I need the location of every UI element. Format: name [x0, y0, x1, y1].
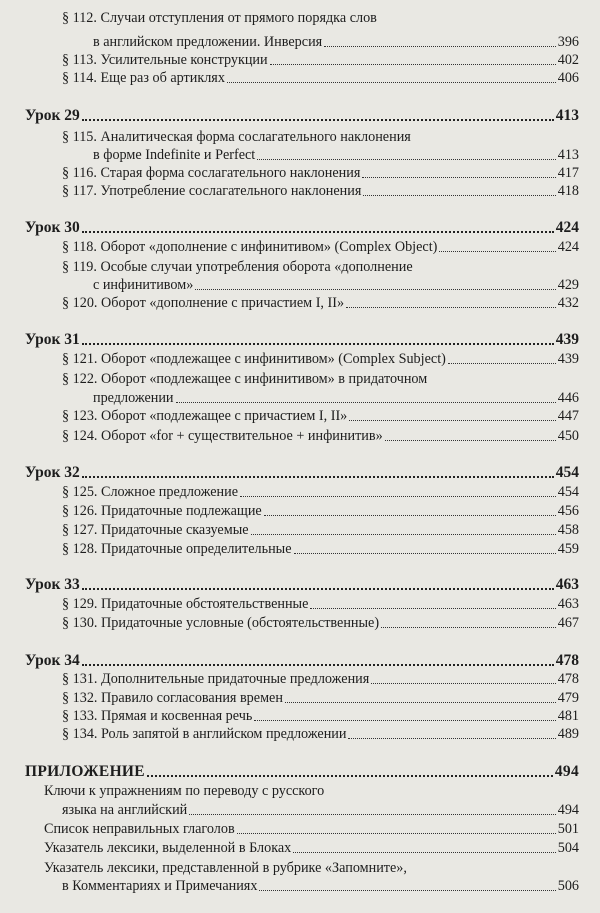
- section-number: § 124.: [62, 428, 98, 444]
- dot-leader: [363, 195, 555, 196]
- page-number: 458: [557, 522, 579, 538]
- dot-leader: [82, 476, 554, 478]
- toc-entry-132: [62, 689, 579, 707]
- section-title: Придаточные условные (обстоятельственные): [101, 615, 380, 631]
- entry-title-line1: Указатель лексики, представленной в рубрике «Запомните»,: [44, 860, 407, 876]
- toc-lesson-30: [25, 219, 579, 237]
- page-number: 413: [555, 107, 579, 124]
- dot-leader: [82, 119, 554, 121]
- dot-leader: [189, 814, 555, 815]
- toc-entry-127: [62, 521, 579, 539]
- dot-leader: [285, 702, 556, 703]
- section-number: § 126.: [62, 503, 98, 519]
- section-title-line1: Особые случаи употребления оборота «дополнение: [100, 259, 413, 275]
- section-title-line1: Аналитическая форма сослагательного наклонения: [100, 129, 411, 145]
- section-number: § 113.: [62, 52, 97, 68]
- dot-leader: [294, 553, 556, 554]
- section-number: § 131.: [62, 671, 98, 687]
- appendix-title: ПРИЛОЖЕНИЕ: [25, 763, 145, 780]
- page-number: 454: [557, 484, 579, 500]
- page-number: 463: [555, 576, 579, 593]
- lesson-title: Урок 29: [25, 107, 80, 124]
- page-number: 429: [557, 277, 579, 293]
- section-title: Придаточные обстоятельственные: [101, 596, 309, 612]
- section-number: § 121.: [62, 351, 98, 367]
- dot-leader: [82, 231, 554, 233]
- dot-leader: [147, 775, 553, 777]
- toc-appendix-vocab-remember-cont: [62, 877, 579, 895]
- toc-entry-125: [62, 483, 579, 501]
- toc-entry-133: [62, 707, 579, 725]
- page-number: 504: [557, 840, 579, 856]
- section-number: § 133.: [62, 708, 98, 724]
- section-title: Дополнительные придаточные предложения: [101, 671, 370, 687]
- page-number: 439: [555, 331, 579, 348]
- toc-entry-116: [62, 164, 579, 182]
- entry-title: Список неправильных глаголов: [44, 821, 235, 837]
- toc-entry-130: [62, 614, 579, 632]
- page-number: 478: [555, 652, 579, 669]
- toc-appendix-vocab-remember: [44, 859, 407, 877]
- dot-leader: [237, 833, 556, 834]
- section-title: Придаточные сказуемые: [101, 522, 249, 538]
- section-number: § 130.: [62, 615, 98, 631]
- dot-leader: [348, 738, 555, 739]
- lesson-title: Урок 33: [25, 576, 80, 593]
- section-title: Оборот «дополнение с причастием I, II»: [101, 295, 345, 311]
- toc-entry-120: [62, 294, 579, 312]
- dot-leader: [349, 420, 555, 421]
- page-number: 447: [557, 408, 579, 424]
- section-number: § 123.: [62, 408, 98, 424]
- toc-entry-114: [62, 69, 579, 87]
- dot-leader: [385, 440, 556, 441]
- lesson-title: Урок 32: [25, 464, 80, 481]
- section-title: Оборот «подлежащее с причастием I, II»: [101, 408, 348, 424]
- entry-title-line1: Ключи к упражнениям по переводу с русского: [44, 783, 325, 799]
- page-number: 439: [557, 351, 579, 367]
- page-number: 432: [557, 295, 579, 311]
- page-number: 494: [554, 763, 579, 780]
- toc-entry-119: [62, 258, 413, 276]
- page-number: 459: [557, 541, 579, 557]
- section-number: § 128.: [62, 541, 98, 557]
- dot-leader: [82, 343, 554, 345]
- section-number: § 112.: [62, 10, 97, 26]
- page-number: 417: [557, 165, 579, 181]
- page-number: 478: [557, 671, 579, 687]
- section-title: Оборот «дополнение с инфинитивом» (Complex Object): [100, 239, 438, 255]
- dot-leader: [310, 608, 555, 609]
- page-number: 479: [557, 690, 579, 706]
- section-title: Придаточные определительные: [101, 541, 292, 557]
- toc-entry-128: [62, 540, 579, 558]
- section-title: Оборот «подлежащее с инфинитивом» (Complex Subject): [101, 351, 446, 367]
- section-title-line2: предложении: [93, 390, 174, 406]
- toc-lesson-32: [25, 464, 579, 482]
- dot-leader: [346, 307, 556, 308]
- section-title-line1: Оборот «подлежащее с инфинитивом» в придаточном: [101, 371, 428, 387]
- section-title: Сложное предложение: [101, 484, 239, 500]
- section-number: § 114.: [62, 70, 97, 86]
- section-title: Прямая и косвенная речь: [101, 708, 253, 724]
- section-number: § 118.: [62, 239, 97, 255]
- section-title: Придаточные подлежащие: [101, 503, 262, 519]
- dot-leader: [254, 720, 555, 721]
- page-number: 494: [557, 802, 579, 818]
- dot-leader: [448, 363, 556, 364]
- toc-entry-115-cont: [93, 146, 579, 164]
- section-number: § 122.: [62, 371, 98, 387]
- section-number: § 129.: [62, 596, 98, 612]
- section-number: § 125.: [62, 484, 98, 500]
- page-number: 489: [557, 726, 579, 742]
- lesson-title: Урок 34: [25, 652, 80, 669]
- dot-leader: [82, 664, 554, 666]
- dot-leader: [439, 251, 555, 252]
- dot-leader: [82, 588, 554, 590]
- section-title: Роль запятой в английском предложении: [101, 726, 347, 742]
- page-number: 456: [557, 503, 579, 519]
- section-number: § 132.: [62, 690, 98, 706]
- section-number: § 117.: [62, 183, 97, 199]
- entry-title-line2: в Комментариях и Примечаниях: [62, 878, 258, 894]
- section-title-line2: с инфинитивом»: [93, 277, 194, 293]
- section-title: Оборот «for + существительное + инфинитив»: [101, 428, 383, 444]
- toc-entry-119-cont: [93, 276, 579, 294]
- toc-appendix-irregular-verbs: [44, 820, 579, 838]
- page-number: 501: [557, 821, 579, 837]
- toc-appendix-keys: [44, 782, 324, 800]
- page-number: 446: [557, 390, 579, 406]
- section-title: Правило согласования времен: [101, 690, 283, 706]
- dot-leader: [195, 289, 555, 290]
- section-title: Усилительные конструкции: [100, 52, 268, 68]
- toc-entry-131: [62, 670, 579, 688]
- section-title: Употребление сослагательного наклонения: [100, 183, 362, 199]
- toc-entry-124: [62, 427, 579, 445]
- dot-leader: [270, 64, 556, 65]
- section-number: § 115.: [62, 129, 97, 145]
- page-number: 406: [557, 70, 579, 86]
- page-number: 402: [557, 52, 579, 68]
- toc-entry-115: [62, 128, 411, 146]
- section-title-line2: в форме Indefinite и Perfect: [93, 147, 256, 163]
- section-title-line2: в английском предложении. Инверсия: [93, 34, 323, 50]
- toc-lesson-34: [25, 652, 579, 670]
- toc-entry-118: [62, 238, 579, 256]
- toc-entry-121: [62, 350, 579, 368]
- dot-leader: [264, 515, 556, 516]
- toc-lesson-29: [25, 107, 579, 125]
- dot-leader: [251, 534, 556, 535]
- section-number: § 119.: [62, 259, 97, 275]
- section-title: Старая форма сослагательного наклонения: [100, 165, 361, 181]
- page-number: 396: [557, 34, 579, 50]
- page-number: 467: [557, 615, 579, 631]
- page-number: 413: [557, 147, 579, 163]
- toc-lesson-33: [25, 576, 579, 594]
- dot-leader: [293, 852, 555, 853]
- toc-appendix-keys-cont: [62, 801, 579, 819]
- dot-leader: [324, 46, 556, 47]
- toc-appendix-vocab-blocks: [44, 839, 579, 857]
- toc-entry-117: [62, 182, 579, 200]
- page-number: 424: [557, 239, 579, 255]
- page-number: 506: [557, 878, 579, 894]
- dot-leader: [362, 177, 555, 178]
- toc-entry-113: [62, 51, 579, 69]
- page-number: 454: [555, 464, 579, 481]
- dot-leader: [176, 402, 556, 403]
- page-number: 424: [555, 219, 579, 236]
- dot-leader: [240, 496, 556, 497]
- section-number: § 134.: [62, 726, 98, 742]
- lesson-title: Урок 30: [25, 219, 80, 236]
- section-title: Еще раз об артиклях: [100, 70, 225, 86]
- toc-entry-126: [62, 502, 579, 520]
- toc-appendix: [25, 763, 579, 781]
- dot-leader: [257, 159, 555, 160]
- entry-title-line2: языка на английский: [62, 802, 188, 818]
- dot-leader: [381, 627, 556, 628]
- section-number: § 120.: [62, 295, 98, 311]
- toc-entry-123: [62, 407, 579, 425]
- dot-leader: [259, 890, 555, 891]
- lesson-title: Урок 31: [25, 331, 80, 348]
- toc-entry-122-cont: [93, 389, 579, 407]
- dot-leader: [371, 683, 555, 684]
- page-number: 418: [557, 183, 579, 199]
- page-number: 450: [557, 428, 579, 444]
- entry-title: Указатель лексики, выделенной в Блоках: [44, 840, 292, 856]
- toc-entry-122: [62, 370, 427, 388]
- dot-leader: [227, 82, 556, 83]
- section-title-line1: Случаи отступления от прямого порядка слов: [100, 10, 377, 26]
- toc-entry-112: [62, 9, 377, 27]
- toc-entry-129: [62, 595, 579, 613]
- toc-lesson-31: [25, 331, 579, 349]
- section-number: § 116.: [62, 165, 97, 181]
- page-number: 481: [557, 708, 579, 724]
- page-number: 463: [557, 596, 579, 612]
- toc-entry-112-cont: [93, 33, 579, 51]
- section-number: § 127.: [62, 522, 98, 538]
- toc-entry-134: [62, 725, 579, 743]
